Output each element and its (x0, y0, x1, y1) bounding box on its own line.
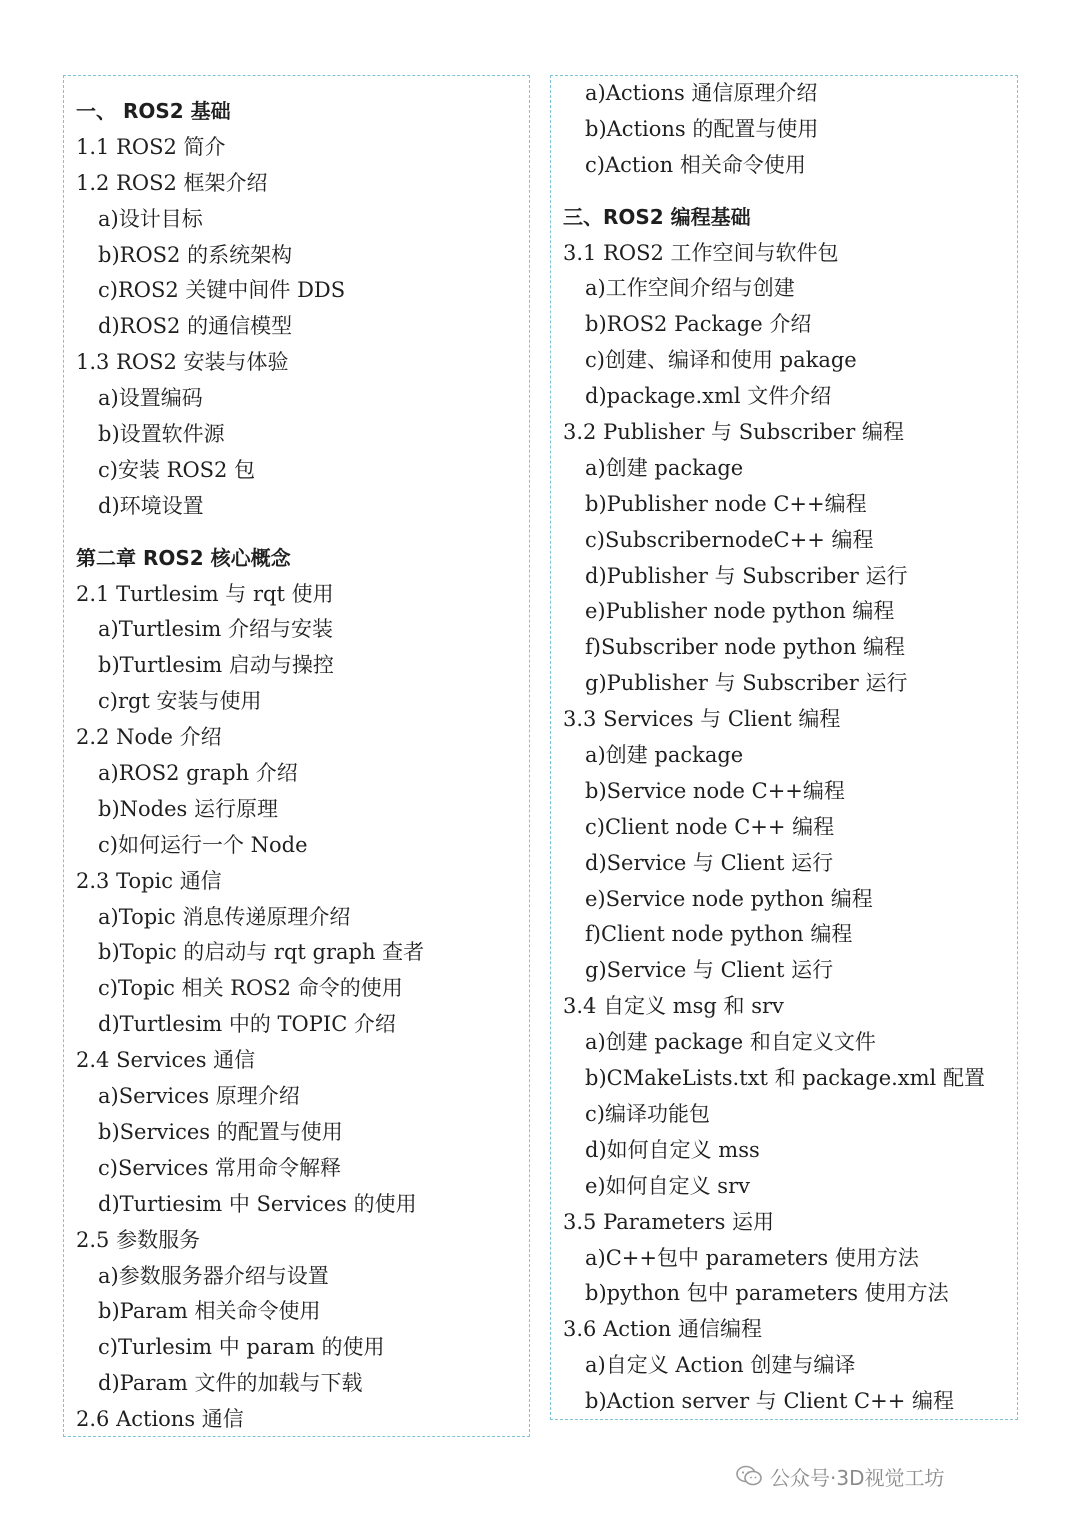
section-entry: 3.5 Parameters 运用 (563, 1209, 775, 1234)
section-entry: 2.3 Topic 通信 (76, 868, 222, 893)
section-entry: 1.2 ROS2 框架介绍 (76, 170, 268, 195)
subsection-entry: a)自定义 Action 创建与编译 (585, 1353, 856, 1378)
chapter-heading: 一、 ROS2 基础 (76, 99, 231, 123)
subsection-entry: b)python 包中 parameters 使用方法 (585, 1281, 949, 1306)
subsection-entry: c)Topic 相关 ROS2 命令的使用 (98, 976, 403, 1001)
toc-left-column (63, 75, 530, 1437)
subsection-entry: b)Actions 的配置与使用 (585, 116, 819, 141)
chapter-heading: 第二章 ROS2 核心概念 (76, 545, 291, 570)
subsection-entry: d)ROS2 的通信模型 (98, 314, 293, 339)
subsection-entry: b)ROS2 的系统架构 (98, 242, 293, 267)
subsection-entry: a)参数服务器介绍与设置 (98, 1263, 329, 1288)
subsection-entry: a)Topic 消息传递原理介绍 (98, 904, 351, 929)
subsection-entry: d)Turtlesim 中的 TOPIC 介绍 (98, 1012, 396, 1037)
subsection-entry: a)设置编码 (98, 386, 203, 411)
section-entry: 1.3 ROS2 安装与体验 (76, 350, 289, 375)
section-entry: 2.1 Turtlesim 与 rqt 使用 (76, 581, 334, 606)
section-entry: 2.6 Actions 通信 (76, 1407, 244, 1432)
subsection-entry: d)Param 文件的加载与下载 (98, 1371, 363, 1396)
subsection-entry: b)设置软件源 (98, 422, 225, 447)
subsection-entry: e)Service node python 编程 (585, 886, 873, 911)
subsection-entry: b)Publisher node C++编程 (585, 491, 867, 516)
subsection-entry: a)C++包中 parameters 使用方法 (585, 1245, 919, 1270)
subsection-entry: d)如何自定义 mss (585, 1137, 760, 1162)
subsection-entry: a)创建 package 和自定义文件 (585, 1030, 876, 1055)
section-entry: 3.2 Publisher 与 Subscriber 编程 (563, 420, 904, 445)
subsection-entry: b)Param 相关命令使用 (98, 1299, 321, 1324)
chapter-heading: 三、ROS2 编程基础 (563, 204, 751, 229)
section-entry: 3.6 Action 通信编程 (563, 1317, 762, 1342)
watermark-text: 公众号·3D视觉工坊 (770, 1465, 945, 1490)
subsection-entry: f)Subscriber node python 编程 (585, 635, 906, 660)
subsection-entry: c)如何运行一个 Node (98, 832, 308, 857)
subsection-entry: a)Actions 通信原理介绍 (585, 81, 818, 105)
subsection-entry: e)如何自定义 srv (585, 1173, 750, 1198)
subsection-entry: d)package.xml 文件介绍 (585, 384, 832, 409)
watermark (736, 1458, 944, 1494)
subsection-entry: d)Service 与 Client 运行 (585, 850, 834, 875)
wechat-icon (736, 1465, 762, 1487)
subsection-entry: c)SubscribernodeC++ 编程 (585, 527, 874, 552)
subsection-entry: e)Publisher node python 编程 (585, 599, 895, 624)
subsection-entry: d)Publisher 与 Subscriber 运行 (585, 563, 908, 588)
section-entry: 2.5 参数服务 (76, 1227, 201, 1252)
subsection-entry: d)Turtiesim 中 Services 的使用 (98, 1191, 417, 1216)
subsection-entry: c)Action 相关命令使用 (585, 152, 806, 177)
subsection-entry: b)CMakeLists.txt 和 package.xml 配置 (585, 1066, 985, 1091)
subsection-entry: a)工作空间介绍与创建 (585, 276, 795, 301)
toc-right-column (550, 75, 1018, 1420)
section-entry: 2.4 Services 通信 (76, 1048, 256, 1073)
subsection-entry: g)Service 与 Client 运行 (585, 958, 834, 983)
subsection-entry: b)Topic 的启动与 rqt graph 查者 (98, 940, 425, 965)
subsection-entry: c)Services 常用命令解释 (98, 1155, 342, 1180)
section-entry: 3.1 ROS2 工作空间与软件包 (563, 240, 839, 265)
subsection-entry: f)Client node python 编程 (585, 922, 853, 947)
subsection-entry: c)Client node C++ 编程 (585, 814, 835, 839)
subsection-entry: c)创建、编译和使用 pakage (585, 348, 857, 373)
subsection-entry: a)Turtlesim 介绍与安装 (98, 617, 333, 642)
subsection-entry: g)Publisher 与 Subscriber 运行 (585, 671, 908, 696)
subsection-entry: c)Turlesim 中 param 的使用 (98, 1335, 385, 1360)
subsection-entry: c)编译功能包 (585, 1101, 710, 1126)
subsection-entry: b)ROS2 Package 介绍 (585, 312, 812, 337)
subsection-entry: d)环境设置 (98, 493, 204, 518)
subsection-entry: c)安装 ROS2 包 (98, 457, 256, 482)
subsection-entry: a)ROS2 graph 介绍 (98, 761, 298, 786)
section-entry: 1.1 ROS2 简介 (76, 134, 226, 159)
subsection-entry: b)Nodes 运行原理 (98, 796, 278, 821)
subsection-entry: b)Turtlesim 启动与操控 (98, 653, 334, 678)
subsection-entry: c)ROS2 关键中间件 DDS (98, 278, 346, 303)
subsection-entry: b)Action server 与 Client C++ 编程 (585, 1389, 954, 1414)
subsection-entry: a)创建 package (585, 455, 744, 480)
subsection-entry: b)Services 的配置与使用 (98, 1119, 343, 1144)
subsection-entry: a)创建 package (585, 743, 744, 768)
subsection-entry: a)Services 原理介绍 (98, 1084, 300, 1109)
subsection-entry: c)rgt 安装与使用 (98, 689, 262, 714)
section-entry: 3.4 自定义 msg 和 srv (563, 994, 784, 1019)
subsection-entry: a)设计目标 (98, 206, 203, 231)
subsection-entry: b)Service node C++编程 (585, 778, 845, 803)
section-entry: 2.2 Node 介绍 (76, 725, 222, 750)
section-entry: 3.3 Services 与 Client 编程 (563, 707, 841, 732)
